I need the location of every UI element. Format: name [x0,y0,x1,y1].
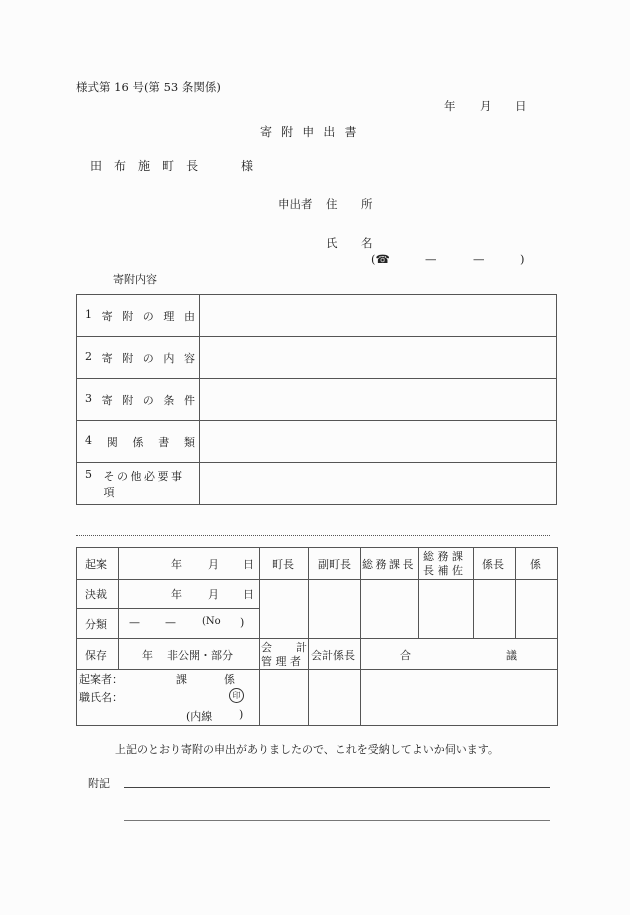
title-char: 附 [281,125,294,139]
drafter-label: 起案者： [79,673,123,686]
drafted-day: 日 [243,558,254,571]
deputy-mayor-header: 副町長 [318,558,351,571]
divider [76,608,259,609]
phone-dash: — [473,252,485,266]
accounting-chief-stamp-box[interactable] [309,670,360,725]
donation-content-label: 2 寄 附 の 内 容 [77,337,200,379]
staff-stamp-box[interactable] [516,580,557,638]
divider [118,547,119,669]
related-documents-label: 4 関 係 書 類 [77,421,200,463]
addressee-char: 布 [114,159,127,173]
date-month-label: 月 [480,99,492,113]
addressee-char: 田 [90,159,103,173]
accountant-stamp-box[interactable] [260,670,308,725]
extension-close: ) [239,708,244,721]
accountant-label-line2: 管 理 者 [261,655,301,668]
accountant-label-a: 会 [261,641,272,654]
category-dash: — [165,616,176,629]
title-char: 寄 [260,125,273,139]
drafted-month: 月 [208,558,219,571]
border [76,547,557,548]
assistant-chief-header-line1: 総 務 課 [423,550,463,563]
storage-year: 年 [142,649,153,662]
accounting-chief-label: 会計係長 [311,649,355,662]
donation-table [76,294,557,505]
appendix-line-2[interactable] [124,820,550,821]
related-documents-field[interactable] [200,421,557,463]
date-year-label: 年 [444,99,456,113]
drafted-label: 起案 [85,558,107,571]
assistant-chief-stamp-box[interactable] [419,580,473,638]
form-number: 様式第 16 号(第 53 条関係) [76,80,221,94]
addressee-honorific: 様 [241,159,254,173]
phone-close: ) [520,252,525,266]
donation-conditions-label: 3 寄 附 の 条 件 [77,379,200,421]
donation-conditions-field[interactable] [200,379,557,421]
category-label: 分類 [85,618,107,631]
donation-reason-field[interactable] [200,295,557,337]
name-label: 氏 [326,236,338,250]
category-number-open: (No [202,616,221,627]
mayor-stamp-box[interactable] [260,580,308,638]
title-char: 書 [344,125,357,139]
seal-icon: 印 [229,688,244,703]
border [76,547,77,725]
table-row [77,379,557,421]
addressee [90,157,210,174]
mayor-header: 町長 [272,558,294,571]
general-affairs-chief-stamp-box[interactable] [361,580,418,638]
phone-icon: (☎ [371,252,390,266]
other-matters-label: 5 その他必要事項 [77,463,200,505]
decided-label: 決裁 [85,588,107,601]
table-row [77,421,557,463]
decided-month: 月 [208,588,219,601]
consultation-stamp-box[interactable] [361,670,557,725]
general-affairs-chief-header: 総 務 課 長 [362,558,413,571]
addressee-char: 町 [162,159,175,173]
staff-name-label: 職氏名： [79,691,123,704]
title-char: 申 [302,125,315,139]
assistant-chief-header-line2: 長 補 佐 [423,564,463,577]
border [76,725,557,726]
consultation-label-b: 議 [506,649,517,662]
table-row [77,463,557,505]
category-dash: — [129,616,140,629]
drafter-subsection: 係 [224,673,235,686]
table-row [77,337,557,379]
cut-line-divider [76,535,550,536]
consultation-label-a: 合 [400,649,411,662]
donation-section-label: 寄附内容 [113,273,157,286]
decided-day: 日 [243,588,254,601]
category-number-close: ) [240,616,245,629]
section-chief-stamp-box[interactable] [474,580,515,638]
phone-dash: — [425,252,437,266]
donation-reason-label: 1 寄 附 の 理 由 [77,295,200,337]
table-row [77,295,557,337]
deputy-mayor-stamp-box[interactable] [309,580,360,638]
drafter-section: 課 [176,673,187,686]
address-label: 所 [361,197,373,211]
other-matters-field[interactable] [200,463,557,505]
storage-disclosure: 非公開・部分 [167,649,233,662]
name-label: 名 [361,236,373,250]
section-chief-header: 係長 [482,558,504,571]
addressee-char: 施 [138,159,151,173]
border [557,547,558,726]
divider [76,579,259,580]
title-char: 出 [323,125,336,139]
addressee-char: 長 [186,159,199,173]
decided-year: 年 [171,588,182,601]
donation-content-field[interactable] [200,337,557,379]
staff-header: 係 [530,558,541,571]
drafted-year: 年 [171,558,182,571]
appendix-label: 附記 [88,777,110,790]
extension-label: (内線 [186,710,213,723]
approval-table [76,547,557,725]
storage-label: 保存 [85,649,107,662]
document-title [260,123,366,140]
address-label: 住 [326,197,338,211]
date-day-label: 日 [515,99,527,113]
applicant-label: 申出者 [278,197,313,211]
approval-request-statement: 上記のとおり寄附の申出がありましたので、これを受納してよいか伺います。 [115,743,499,756]
accountant-label-b: 計 [296,641,307,654]
appendix-line-1[interactable] [124,787,550,788]
divider [76,638,557,639]
